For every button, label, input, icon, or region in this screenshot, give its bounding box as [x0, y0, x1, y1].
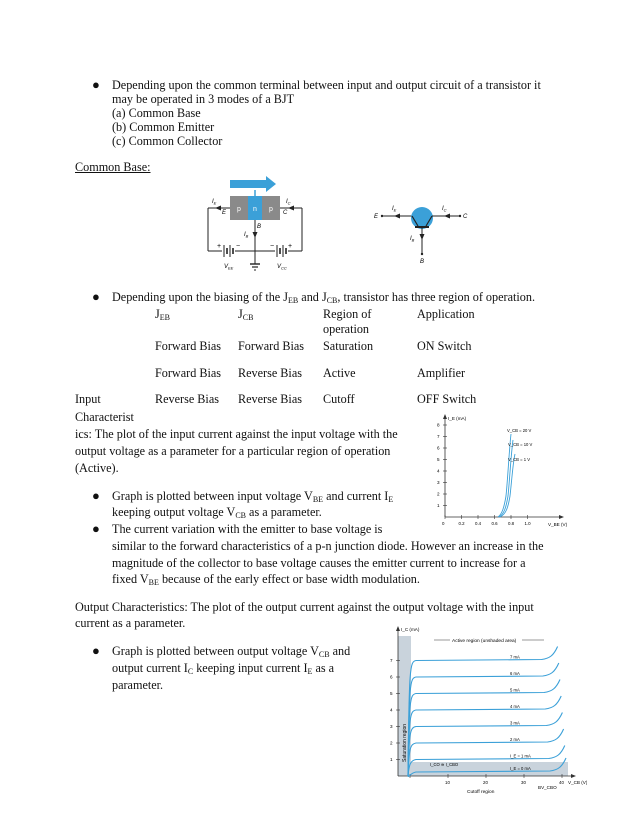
table-header-jeb: $J_{EB}$: [155, 307, 170, 322]
mode-common-emitter: (b) Common Emitter: [112, 120, 215, 134]
input-xtick-label: 0.4: [475, 521, 482, 526]
common-base-circuit-diagram: [200, 176, 310, 274]
output-char-line2: current as a parameter.: [75, 616, 186, 630]
table-cell-region: Cutoff: [323, 392, 355, 406]
table-cell-application: Amplifier: [417, 366, 466, 380]
output-graph-ylabel: I_C (mA): [401, 627, 420, 632]
input-bullet2-line3: magnitude of the collector to base voltage causes the emitter current to increase for a: [112, 556, 526, 570]
bullet-dot: ●: [92, 643, 100, 658]
output-char-line1: Output Characteristics: The plot of the output current against the output voltage with the input: [75, 600, 534, 614]
input-characteristics-graph: [428, 412, 573, 530]
output-curve: [408, 647, 558, 777]
input-char-line5: (Active).: [75, 461, 119, 475]
vee-minus: −: [236, 243, 241, 250]
input-ytick-label: 7: [437, 434, 440, 440]
input-ytick-label: 4: [437, 468, 440, 474]
bullet-dot: ●: [92, 488, 100, 503]
input-xtick-label: 1.0: [524, 521, 531, 526]
vcc-plus: +: [288, 243, 293, 250]
input-ytick-label: 8: [437, 422, 440, 428]
input-bullet2-line4: fixed $V_{BE}$ because of the early effect or base width modulation.: [112, 572, 420, 587]
modes-intro-line1: Depending upon the common terminal between input and output circuit of a transistor it: [112, 78, 541, 92]
cutoff-shaded-region: [398, 762, 568, 776]
mode-common-base: (a) Common Base: [112, 106, 201, 120]
bullet-dot: ●: [92, 521, 100, 536]
common-base-heading: Common Base:: [75, 160, 151, 174]
cutoff-region-label: Cutoff region: [467, 790, 495, 795]
output-xtick-label: 30: [521, 780, 526, 785]
output-curve-label: 5 mA: [510, 687, 520, 693]
input-bullet1-line2: keeping output voltage $V_{CB}$ as a parameter.: [112, 505, 322, 520]
symbol-b-label: B: [420, 259, 425, 265]
input-curve-label-1: V_CB = 1 V: [508, 457, 530, 462]
input-curve-label-10: V_CB = 10 V: [508, 442, 533, 447]
table-header-jcb: $J_{CB}$: [238, 307, 254, 322]
b-terminal-label: B: [257, 224, 262, 230]
bullet-dot: ●: [92, 77, 100, 92]
input-bullet2-line1: The current variation with the emitter to base voltage is: [112, 522, 383, 536]
table-cell-jcb: Forward Bias: [238, 339, 305, 353]
input-curve-vcb-10: [499, 440, 513, 517]
table-cell-application: ON Switch: [417, 339, 472, 353]
modes-intro-line2: may be operated in 3 modes of a BJT: [112, 92, 295, 106]
table-cell-application: OFF Switch: [417, 392, 477, 406]
symbol-c-label: C: [463, 214, 468, 220]
table-header-region-line1: Region of: [323, 307, 372, 321]
saturation-region-label: Saturation region: [402, 723, 408, 762]
input-ytick-label: 3: [437, 480, 440, 486]
input-curve-label-20: V_CB = 20 V: [507, 428, 532, 433]
input-bullet1-line1: Graph is plotted between input voltage $V_{BE}$ and current $I_E$: [112, 489, 394, 504]
pnp-transistor-symbol: [370, 196, 475, 266]
vcc-label: $V_{CC}$: [277, 264, 287, 271]
output-curve-label: I_E = 0 mA: [510, 766, 531, 771]
table-cell-region: Active: [323, 366, 356, 380]
table-cell-jcb: Reverse Bias: [238, 392, 302, 406]
output-xtick-label: 40: [559, 780, 564, 785]
output-ytick-label: 4: [390, 707, 393, 713]
p1-label: p: [237, 206, 241, 213]
bv-cbo-label: BV_CBO: [538, 785, 557, 790]
output-curve-label: 6 mA: [510, 671, 520, 676]
input-xtick-label: 0.8: [508, 521, 515, 526]
vee-plus: +: [217, 243, 222, 250]
ico-label: I_CO ≅ I_CBO: [430, 762, 459, 767]
input-char-line4: output voltage as a parameter for a particular region of operation: [75, 444, 391, 458]
input-ytick-label: 2: [437, 491, 440, 497]
n-label: n: [253, 206, 257, 213]
input-xtick-label: 0: [442, 521, 445, 526]
output-characteristics-graph: [372, 622, 587, 796]
output-curve-label: I_E = 1 mA: [510, 753, 531, 759]
output-ytick-label: 7: [390, 658, 393, 664]
output-ytick-label: 5: [390, 691, 393, 697]
output-ytick-label: 3: [390, 724, 393, 730]
input-ytick-label: 1: [437, 503, 440, 509]
symbol-e-label: E: [374, 214, 379, 220]
output-graph-xlabel: V_CB (V): [568, 780, 587, 785]
input-graph-xlabel: V_BE (V): [548, 522, 568, 527]
table-header-region-line2: operation: [323, 322, 370, 336]
output-curve-label: 7 mA: [510, 654, 520, 660]
table-cell-jeb: Forward Bias: [155, 366, 222, 380]
vcc-minus: −: [270, 243, 275, 250]
output-curve-label: 3 mA: [510, 720, 520, 726]
input-curve-vcb-1: [500, 454, 515, 517]
output-ytick-label: 1: [390, 757, 393, 763]
input-bullet2-line2: similar to the forward characteristics of a p-n junction diode. However an increase in the: [112, 539, 544, 553]
biasing-intro: Depending upon the biasing of the $J_{EB}$ and $J_{CB}$, transistor has three region of operation.: [112, 290, 536, 305]
bullet-dot: ●: [92, 289, 100, 304]
mode-common-collector: (c) Common Collector: [112, 134, 223, 148]
input-xtick-label: 0.6: [491, 521, 498, 526]
output-bullet-line3: parameter.: [112, 678, 164, 692]
output-curve-label: 2 mA: [510, 737, 520, 742]
symbol-ic-label: $I_C$: [442, 206, 447, 213]
e-terminal-label: E: [222, 210, 227, 216]
p2-label: p: [269, 206, 273, 213]
table-cell-jeb: Reverse Bias: [155, 392, 219, 406]
symbol-ie-label: $I_E$: [392, 206, 397, 213]
input-char-line3: ics: The plot of the input current against the input voltage with the: [75, 427, 398, 441]
table-cell-jeb: Forward Bias: [155, 339, 222, 353]
output-ytick-label: 2: [390, 740, 393, 746]
flow-arrow-icon: [230, 176, 276, 192]
input-graph-ylabel: I_E (mA): [448, 416, 467, 421]
output-ytick-label: 6: [390, 674, 393, 680]
table-cell-jcb: Reverse Bias: [238, 366, 302, 380]
ie-arrow-label: $I_E$: [212, 199, 217, 206]
output-xtick-label: 10: [445, 780, 450, 785]
output-bullet-line1: Graph is plotted between output voltage $V_{CB}$ and: [112, 644, 351, 659]
input-char-line1: Input: [75, 392, 101, 406]
transistor-body: [411, 207, 433, 229]
vee-label: $V_{EE}$: [224, 264, 234, 271]
symbol-ib-label: $I_B$: [410, 236, 415, 243]
input-ytick-label: 6: [437, 445, 440, 451]
table-cell-region: Saturation: [323, 339, 374, 353]
output-xtick-label: 20: [483, 780, 488, 785]
c-terminal-label: C: [283, 210, 288, 216]
input-xtick-label: 0.2: [458, 521, 465, 526]
table-header-application: Application: [417, 307, 475, 321]
ib-arrow-label: $I_B$: [244, 232, 249, 239]
input-ytick-label: 5: [437, 457, 440, 463]
output-bullet-line2: output current $I_C$ keeping input current $I_E$ as a: [112, 661, 335, 676]
input-char-line2: Characterist: [75, 410, 134, 424]
ic-arrow-label: $I_C$: [286, 199, 291, 206]
output-curve-label: 4 mA: [510, 704, 520, 709]
active-region-label: Active region (unshaded area): [452, 639, 517, 644]
